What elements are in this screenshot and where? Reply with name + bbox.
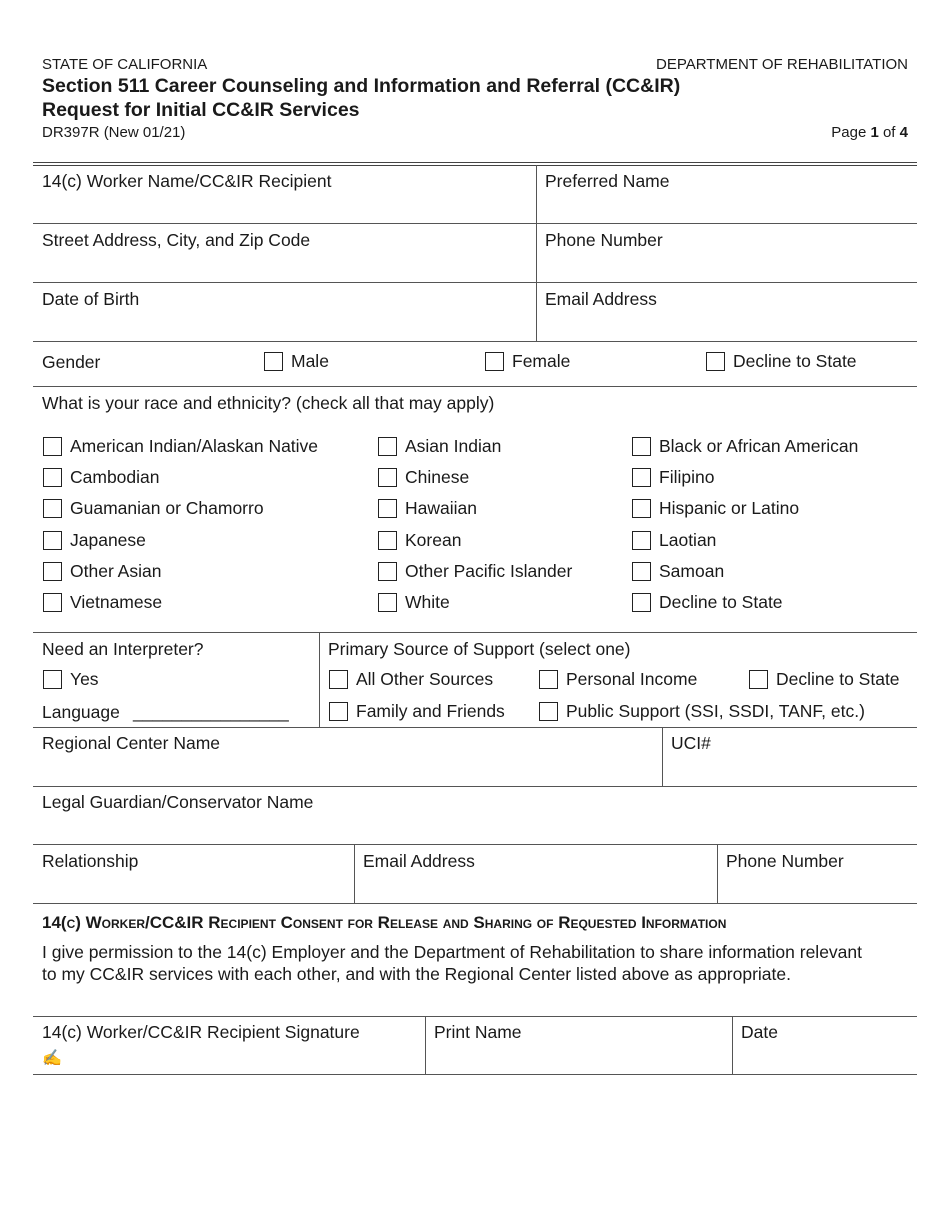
race-option-label: Vietnamese — [70, 592, 163, 612]
email-address-input[interactable] — [537, 309, 917, 340]
top-rule — [33, 162, 917, 163]
phone-number-input[interactable] — [537, 250, 917, 281]
gender-option-decline[interactable] — [706, 351, 857, 372]
gender-option-female[interactable] — [485, 351, 570, 372]
support-checkbox[interactable] — [539, 702, 558, 721]
race-checkbox[interactable] — [43, 562, 62, 581]
state-label: STATE OF CALIFORNIA — [42, 56, 208, 73]
race-checkbox[interactable] — [43, 531, 62, 550]
column-divider — [319, 632, 320, 727]
row-divider — [33, 1016, 917, 1017]
row-divider — [33, 223, 917, 224]
row-divider — [33, 341, 917, 342]
print-name-input[interactable] — [426, 1044, 731, 1072]
relationship-label: Relationship — [42, 851, 139, 871]
support-option[interactable] — [329, 669, 493, 690]
race-option[interactable] — [43, 561, 161, 582]
row-divider — [33, 903, 917, 904]
support-checkbox[interactable] — [329, 670, 348, 689]
guardian-input[interactable] — [33, 811, 917, 844]
guardian-email-label: Email Address — [363, 851, 475, 871]
race-checkbox[interactable] — [378, 562, 397, 581]
race-option-label: Decline to State — [659, 592, 783, 612]
support-label: Primary Source of Support (select one) — [328, 639, 631, 659]
race-checkbox[interactable] — [43, 593, 62, 612]
race-option[interactable] — [632, 561, 724, 582]
support-checkbox[interactable] — [329, 702, 348, 721]
gender-label: Gender — [42, 352, 101, 372]
race-option-label: Laotian — [659, 530, 717, 550]
race-checkbox[interactable] — [632, 593, 651, 612]
guardian-email-input[interactable] — [355, 870, 716, 903]
female-label: Female — [512, 351, 571, 371]
race-option-label: Black or African American — [659, 436, 859, 456]
support-option-label: Family and Friends — [356, 701, 505, 721]
race-checkbox[interactable] — [378, 499, 397, 518]
race-checkbox[interactable] — [378, 437, 397, 456]
race-checkbox[interactable] — [43, 468, 62, 487]
row-divider — [33, 727, 917, 728]
form-id: DR397R (New 01/21) — [42, 124, 186, 141]
support-option[interactable] — [329, 701, 505, 722]
race-option-label: Other Pacific Islander — [405, 561, 573, 581]
row-divider — [33, 786, 917, 787]
race-option-label: Asian Indian — [405, 436, 502, 456]
race-option[interactable] — [632, 592, 783, 613]
race-option[interactable] — [378, 561, 572, 582]
guardian-phone-input[interactable] — [718, 870, 917, 903]
support-option[interactable] — [539, 701, 865, 722]
row-divider — [33, 844, 917, 845]
race-option-label: Japanese — [70, 530, 146, 550]
worker-name-input[interactable] — [33, 190, 536, 222]
form-title: Section 511 Career Counseling and Information and Referral (CC&IR) — [42, 75, 681, 97]
date-of-birth-input[interactable] — [33, 309, 536, 340]
race-option[interactable] — [378, 436, 501, 457]
support-option-label: Decline to State — [776, 669, 900, 689]
phone-number-label: Phone Number — [545, 230, 663, 250]
race-checkbox[interactable] — [632, 468, 651, 487]
support-option[interactable] — [539, 669, 697, 690]
top-rule-2 — [33, 165, 917, 166]
race-option[interactable] — [43, 530, 146, 551]
male-label: Male — [291, 351, 329, 371]
worker-name-label: 14(c) Worker Name/CC&IR Recipient — [42, 171, 332, 191]
interpreter-question: Need an Interpreter? — [42, 639, 204, 659]
race-option-label: Korean — [405, 530, 462, 550]
race-option-label: Guamanian or Chamorro — [70, 498, 264, 518]
race-checkbox[interactable] — [378, 593, 397, 612]
preferred-name-input[interactable] — [537, 190, 917, 222]
race-question: What is your race and ethnicity? (check all that may apply) — [42, 393, 495, 413]
regional-center-label: Regional Center Name — [42, 733, 221, 753]
page-total: 4 — [899, 124, 908, 141]
race-option[interactable] — [632, 436, 858, 457]
race-option[interactable] — [632, 467, 714, 488]
race-option[interactable] — [378, 498, 477, 519]
page-of: of — [878, 124, 900, 141]
race-checkbox[interactable] — [43, 437, 62, 456]
race-option[interactable] — [43, 436, 318, 457]
race-option[interactable] — [632, 498, 799, 519]
guardian-label: Legal Guardian/Conservator Name — [42, 792, 314, 812]
page-number: 1 — [870, 124, 879, 141]
gender-decline-label: Decline to State — [733, 351, 857, 371]
form-subtitle: Request for Initial CC&IR Services — [42, 99, 360, 121]
signature-icon: ✍ — [42, 1050, 62, 1067]
email-address-label: Email Address — [545, 289, 657, 309]
date-input[interactable] — [733, 1044, 917, 1072]
race-checkbox[interactable] — [632, 499, 651, 518]
race-checkbox[interactable] — [632, 437, 651, 456]
street-address-input[interactable] — [33, 250, 536, 281]
signature-label: 14(c) Worker/CC&IR Recipient Signature — [42, 1022, 360, 1042]
department-label: DEPARTMENT OF REHABILITATION — [656, 56, 908, 73]
consent-heading: 14(c) Worker/CC&IR Recipient Consent for Release and Sharing of Requested Information — [42, 913, 727, 932]
race-checkbox[interactable] — [378, 468, 397, 487]
support-option-label: All Other Sources — [356, 669, 494, 689]
guardian-phone-label: Phone Number — [726, 851, 844, 871]
race-option-label: Chinese — [405, 467, 470, 487]
race-option-label: Samoan — [659, 561, 725, 581]
relationship-input[interactable] — [33, 870, 353, 903]
race-option-label: Other Asian — [70, 561, 162, 581]
preferred-name-label: Preferred Name — [545, 171, 670, 191]
race-option-label: Cambodian — [70, 467, 160, 487]
support-option[interactable] — [749, 669, 900, 690]
female-checkbox[interactable] — [485, 352, 504, 371]
gender-option-male[interactable] — [264, 351, 329, 372]
row-divider — [33, 282, 917, 283]
race-option[interactable] — [378, 467, 469, 488]
race-option[interactable] — [43, 592, 162, 613]
race-option[interactable] — [632, 530, 716, 551]
support-checkbox[interactable] — [539, 670, 558, 689]
row-divider — [33, 632, 917, 633]
race-option-label: Filipino — [659, 467, 715, 487]
race-checkbox[interactable] — [378, 531, 397, 550]
race-option[interactable] — [378, 530, 461, 551]
row-divider — [33, 386, 917, 387]
print-name-label: Print Name — [434, 1022, 522, 1042]
support-option-label: Public Support (SSI, SSDI, TANF, etc.) — [566, 701, 865, 721]
race-option[interactable] — [43, 498, 264, 519]
language-label: Language — [42, 702, 120, 722]
signature-input[interactable] — [60, 1044, 422, 1072]
date-of-birth-label: Date of Birth — [42, 289, 140, 309]
regional-center-input[interactable] — [33, 752, 661, 785]
interpreter-yes-checkbox[interactable] — [43, 670, 62, 689]
male-checkbox[interactable] — [264, 352, 283, 371]
race-option-label: White — [405, 592, 450, 612]
gender-decline-checkbox[interactable] — [706, 352, 725, 371]
race-option-label: Hispanic or Latino — [659, 498, 800, 518]
consent-body: I give permission to the 14(c) Employer and the Department of Rehabilitation to share information relevant to my CC&IR services with each other, and with the Regional Center listed above as appropriate. — [42, 942, 863, 984]
support-checkbox[interactable] — [749, 670, 768, 689]
race-checkbox[interactable] — [43, 499, 62, 518]
interpreter-yes-option[interactable] — [43, 669, 99, 690]
race-checkbox[interactable] — [632, 531, 651, 550]
support-option-label: Personal Income — [566, 669, 698, 689]
interpreter-yes-label: Yes — [70, 669, 99, 689]
date-label: Date — [741, 1022, 778, 1042]
street-address-label: Street Address, City, and Zip Code — [42, 230, 311, 250]
bottom-rule — [33, 1074, 917, 1075]
uci-label: UCI# — [671, 733, 711, 753]
race-option-label: American Indian/Alaskan Native — [70, 436, 319, 456]
race-option[interactable] — [43, 467, 160, 488]
race-checkbox[interactable] — [632, 562, 651, 581]
race-option-label: Hawaiian — [405, 498, 477, 518]
race-option[interactable] — [378, 592, 450, 613]
uci-input[interactable] — [663, 752, 917, 785]
page-indicator — [831, 124, 908, 141]
page-label: Page — [831, 124, 871, 141]
language-input[interactable]: ________________ — [133, 702, 289, 722]
